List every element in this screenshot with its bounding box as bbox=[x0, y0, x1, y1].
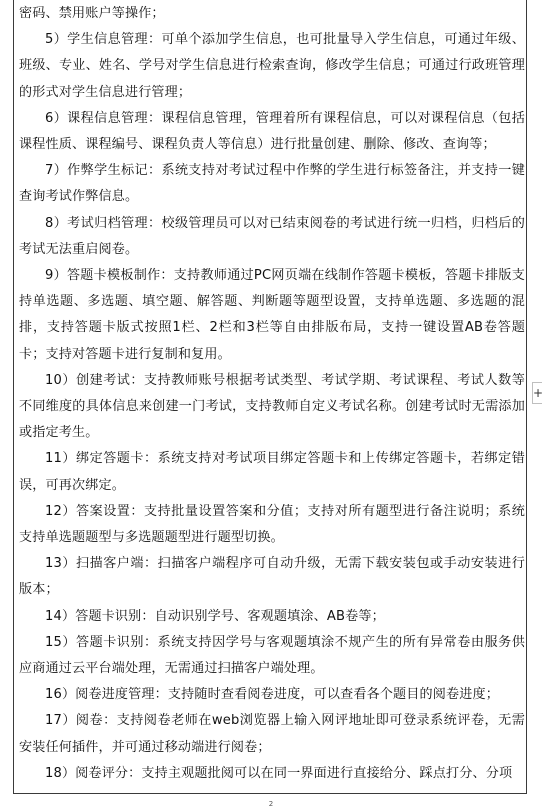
paragraph-answer-setting: 12）答案设置：支持批量设置答案和分值；支持对所有题型进行备注说明；系统支持单选题题型与多选题题型进行题型切换。 bbox=[19, 503, 525, 546]
paragraph-grading-score: 18）阅卷评分：支持主观题批阅可以在同一界面进行直接给分、踩点打分、分项 bbox=[45, 765, 513, 781]
paragraph-continuation: 密码、禁用账户等操作； bbox=[19, 6, 165, 21]
paragraph-student-info: 5）学生信息管理：可单个添加学生信息，也可批量导入学生信息，可通过年级、班级、专业、姓名、学号对学生信息进行检索查询，修改学生信息；可通过行政班管理的形式对学生信息进行管理； bbox=[19, 32, 525, 100]
paragraph-grading-progress: 16）阅卷进度管理：支持随时查看阅卷进度，可以查看各个题目的阅卷进度； bbox=[45, 687, 500, 703]
plus-icon: + bbox=[533, 386, 543, 400]
paragraph-create-exam: 10）创建考试：支持教师账号根据考试类型、考试学期、考试课程、考试人数等不同维度的具体信息来创建一门考试，支持教师自定义考试名称。创建考试时无需添加或指定考生。 bbox=[19, 372, 525, 441]
paragraph-course-info: 6）课程信息管理：课程信息管理，管理着所有课程信息，可以对课程信息（包括课程性质、课程编号、课程负责人等信息）进行批量创建、删除、修改、查询等； bbox=[19, 110, 525, 153]
paragraph-sheet-recognition-2: 15）答题卡识别：系统支持因学号与客观题填涂不规产生的所有异常卷由服务供应商通过云平台端处理，无需通过扫描客户端处理。 bbox=[19, 634, 525, 677]
paragraph-scan-client: 13）扫描客户端：扫描客户端程序可自动升级，无需下载安装包或手动安装进行版本； bbox=[19, 556, 525, 598]
paragraph-cheating-mark: 7）作弊学生标记：系统支持对考试过程中作弊的学生进行标签备注，并支持一键查询考试作弊信息。 bbox=[19, 163, 525, 205]
page-number: 2 bbox=[268, 800, 274, 808]
paragraph-grading: 17）阅卷：支持阅卷老师在web浏览器上输入网评地址即可登录系统评卷，无需安装任何插件，并可通过移动端进行阅卷； bbox=[19, 713, 525, 755]
paragraph-exam-archive: 8）考试归档管理：校级管理员可以对已结束阅卷的考试进行统一归档，归档后的考试无法重启阅卷。 bbox=[19, 215, 525, 257]
paragraph-answer-sheet-template: 9）答题卡模板制作：支持教师通过PC网页端在线制作答题卡模板，答题卡排版支持单选题、多选题、填空题、解答题、判断题等题型设置，支持单选题、多选题的混排，支持答题卡版式按照1栏、2栏和3栏等自由排版布局，支持一键设置AB卷答题卡；支持对答题卡进行复制和复用。 bbox=[19, 268, 525, 362]
paragraph-sheet-recognition-1: 14）答题卡识别：自动识别学号、客观题填涂、AB卷等； bbox=[45, 608, 385, 624]
paragraph-bind-answer-sheet: 11）绑定答题卡：系统支持对考试项目绑定答题卡和上传绑定答题卡，若绑定错误，可再次绑定。 bbox=[19, 451, 525, 493]
document-body bbox=[19, 1, 525, 787]
table-add-handle[interactable] bbox=[532, 382, 542, 404]
